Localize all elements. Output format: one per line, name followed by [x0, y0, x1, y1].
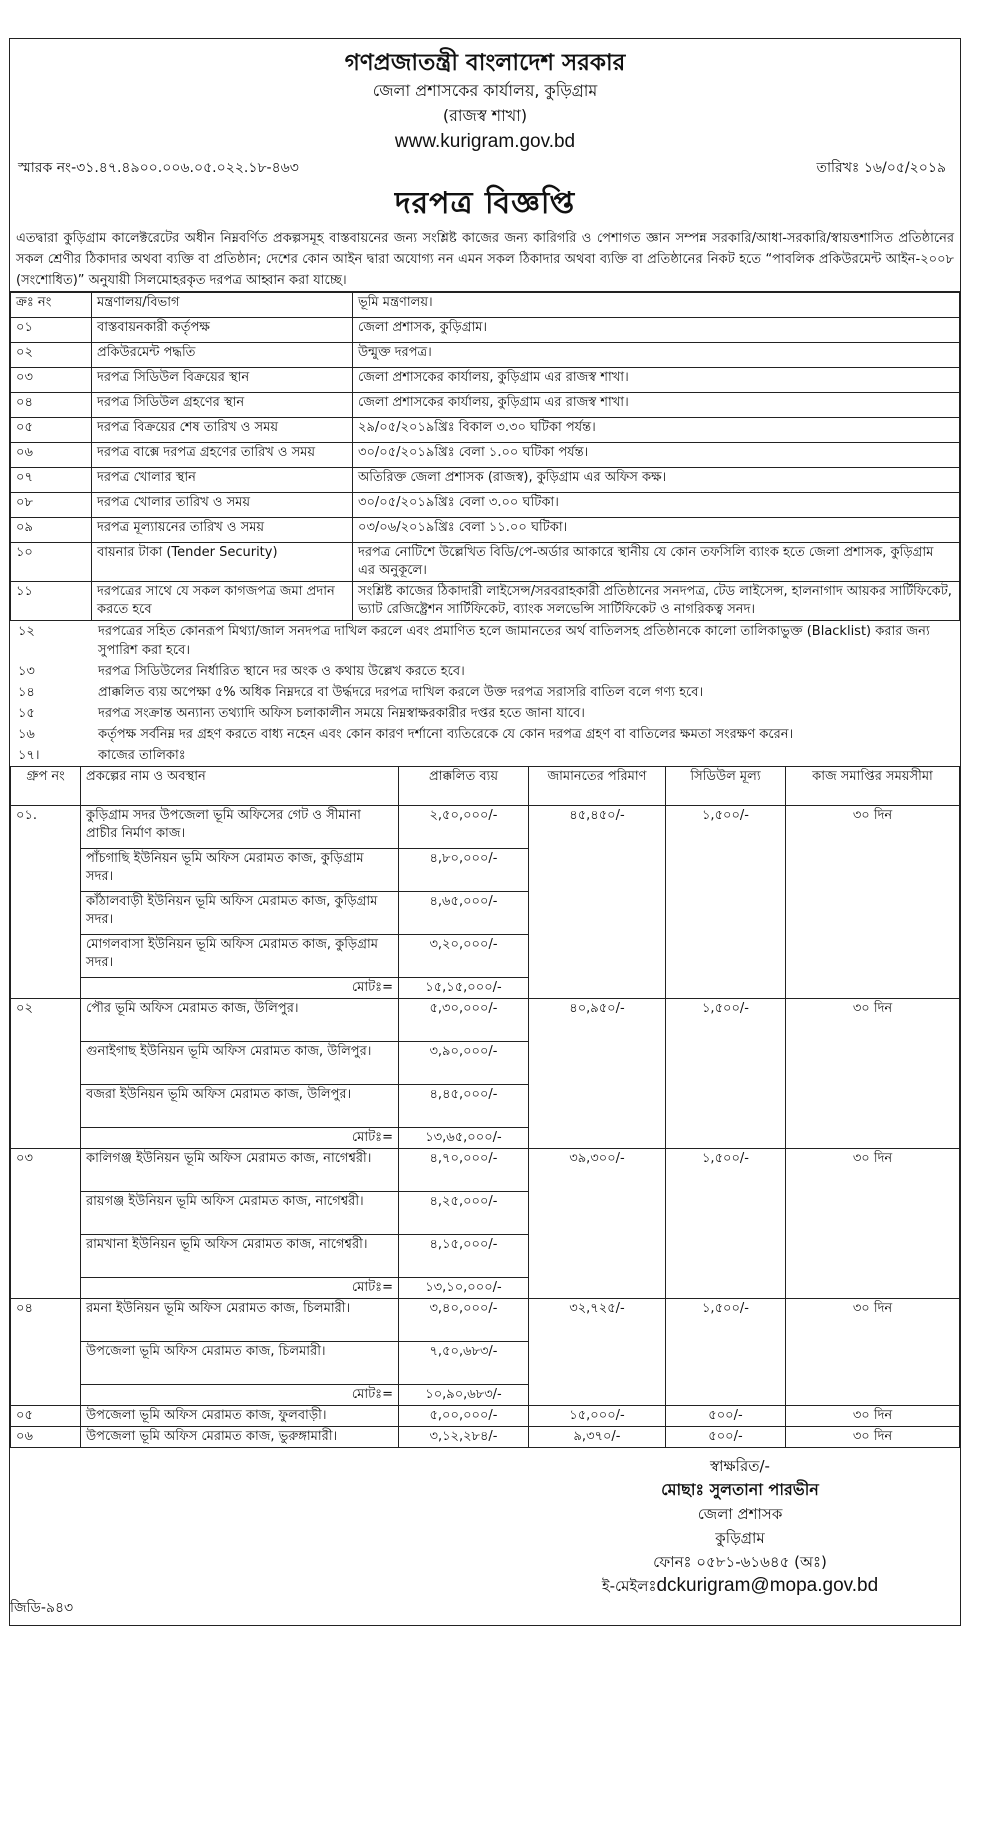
- works-table: [10, 766, 960, 1448]
- work-cost: ৪,২৫,০০০/-: [399, 1192, 529, 1235]
- info-label: দরপত্র বাক্সে দরপত্র গ্রহণের তারিখ ও সময়: [92, 443, 353, 468]
- notice-title: দরপত্র বিজ্ঞপ্তি: [394, 186, 576, 221]
- info-row: [11, 318, 960, 343]
- work-row: [11, 1149, 960, 1192]
- work-name: রায়গঞ্জ ইউনিয়ন ভূমি অফিস মেরামত কাজ, নাগেশ্বরী।: [81, 1192, 399, 1235]
- info-row: [11, 493, 960, 518]
- clause-text: প্রাক্কলিত ব্যয় অপেক্ষা ৫% অধিক নিম্নদরে বা উর্দ্ধদরে দরপত্র দাখিল করলে উক্ত দরপত্র সরাসরি বাতিল বলে গণ্য হবে।: [98, 685, 704, 700]
- clauses-list: [10, 621, 960, 766]
- group-total: ১০,৯০,৬৮৩/-: [399, 1385, 529, 1406]
- work-name: রমনা ইউনিয়ন ভূমি অফিস মেরামত কাজ, চিলমারী।: [81, 1299, 399, 1342]
- group-security: ৪০,৯৫০/-: [529, 999, 666, 1149]
- header-group: গ্রুপ নং: [11, 767, 81, 806]
- document-header: [10, 48, 960, 156]
- clause-text: দরপত্র সিডিউলের নির্ধারিত স্থানে দর অংক ও কথায় উল্লেখ করতে হবে।: [98, 664, 465, 679]
- group-security: ৩২,৭২৫/-: [529, 1299, 666, 1406]
- info-no: ১১: [11, 582, 92, 621]
- group-security: ১৫,০০০/-: [529, 1406, 666, 1427]
- info-label: দরপত্র খোলার তারিখ ও সময়: [92, 493, 353, 518]
- clause-number: ১৪: [18, 685, 35, 700]
- group-schedule: ১,৫০০/-: [666, 806, 786, 999]
- info-row: [11, 543, 960, 582]
- work-name: গুনাইগাছ ইউনিয়ন ভূমি অফিস মেরামত কাজ, উলিপুর।: [81, 1042, 399, 1085]
- work-cost: ৭,৫০,৬৮৩/-: [399, 1342, 529, 1385]
- clause-text: কর্তৃপক্ষ সর্বনিম্ন দর গ্রহণ করতে বাধ্য নহেন এবং কোন কারণ দর্শানো ব্যতিরেকে যে কোন দরপত্র গ্রহণ বা বাতিলের ক্ষমতা সংরক্ষণ করেন।: [98, 727, 794, 742]
- office-name: জেলা প্রশাসকের কার্যালয়, কুড়িগ্রাম: [372, 81, 598, 100]
- group-security: ৩৯,৩০০/-: [529, 1149, 666, 1299]
- signatory-designation: জেলা প্রশাসক: [697, 1505, 783, 1523]
- email-label: ই-মেইলঃ: [601, 1577, 657, 1595]
- info-label: দরপত্রের সাথে যে সকল কাগজপত্র জমা প্রদান করতে হবে: [92, 582, 353, 621]
- group-schedule: ৫০০/-: [666, 1406, 786, 1427]
- signatory-phone: ফোনঃ ০৫৮১-৬১৬৪৫ (অঃ): [653, 1553, 827, 1571]
- info-value: জেলা প্রশাসকের কার্যালয়, কুড়িগ্রাম এর রাজস্ব শাখা।: [353, 368, 960, 393]
- total-label: মোটঃ=: [81, 1278, 399, 1299]
- info-no: ০৩: [11, 368, 92, 393]
- email-link[interactable]: dckurigram@mopa.gov.bd: [656, 1575, 879, 1596]
- gd-number: জিডি-৯৪৩: [10, 1600, 74, 1616]
- work-name: উপজেলা ভূমি অফিস মেরামত কাজ, চিলমারী।: [81, 1342, 399, 1385]
- info-value: সংশ্লিষ্ট কাজের ঠিকাদারী লাইসেন্স/সরবরাহকারী প্রতিষ্ঠানের সনদপত্র, টেড লাইসেন্স, হালনাগাদ আয়কর সার্টিফিকেট, ভ্যাট রেজিষ্ট্রেশন সার্টিফিকেট, ব্যাংক সলভেন্সি সার্টিফিকেট ও নাগরিকত্ব সনদ।: [353, 582, 960, 621]
- work-cost: ৪,৪৫,০০০/-: [399, 1085, 529, 1128]
- work-name: কাঁঠালবাড়ী ইউনিয়ন ভূমি অফিস মেরামত কাজ, কুড়িগ্রাম সদর।: [81, 892, 399, 935]
- signed-text: স্বাক্ষরিত/-: [710, 1457, 770, 1475]
- info-value: ০৩/০৬/২০১৯খ্রিঃ বেলা ১১.০০ ঘটিকা।: [353, 518, 960, 543]
- group-total: ১৩,১০,০০০/-: [399, 1278, 529, 1299]
- group-number: ০২: [11, 999, 81, 1149]
- info-no: ০৭: [11, 468, 92, 493]
- info-no: ০৬: [11, 443, 92, 468]
- info-label: বাস্তবায়নকারী কর্তৃপক্ষ: [92, 318, 353, 343]
- work-name: কালিগঞ্জ ইউনিয়ন ভূমি অফিস মেরামত কাজ, নাগেশ্বরী।: [81, 1149, 399, 1192]
- signatory-name: মোছাঃ সুলতানা পারভীন: [661, 1480, 819, 1499]
- info-row: [11, 468, 960, 493]
- work-row: [11, 1427, 960, 1448]
- work-cost: ৪,৬৫,০০০/-: [399, 892, 529, 935]
- group-duration: ৩০ দিন: [786, 999, 960, 1149]
- clause-number: ১৩: [18, 664, 35, 679]
- info-value: ভূমি মন্ত্রণালয়।: [353, 293, 960, 318]
- work-cost: ৩,২০,০০০/-: [399, 935, 529, 978]
- header-security: জামানতের পরিমাণ: [529, 767, 666, 806]
- info-label: দরপত্র মূল্যায়নের তারিখ ও সময়: [92, 518, 353, 543]
- total-label: মোটঃ=: [81, 978, 399, 999]
- work-cost: ৪,৮০,০০০/-: [399, 849, 529, 892]
- clause-number: ১৫: [18, 706, 35, 721]
- group-security: ৪৫,৪৫০/-: [529, 806, 666, 999]
- work-cost: ৩,৪০,০০০/-: [399, 1299, 529, 1342]
- group-number: ০৪: [11, 1299, 81, 1406]
- info-no: ক্রঃ নং: [11, 293, 92, 318]
- header-schedule: সিডিউল মূল্য: [666, 767, 786, 806]
- info-no: ০৮: [11, 493, 92, 518]
- info-row: [11, 418, 960, 443]
- info-label: দরপত্র খোলার স্থান: [92, 468, 353, 493]
- group-number: ০১.: [11, 806, 81, 999]
- group-schedule: ১,৫০০/-: [666, 1149, 786, 1299]
- info-label: দরপত্র বিক্রয়ের শেষ তারিখ ও সময়: [92, 418, 353, 443]
- group-number: ০৬: [11, 1427, 81, 1448]
- signature-block: [540, 1454, 940, 1598]
- info-table: [10, 292, 960, 621]
- clause-text: দরপত্রের সহিত কোনরূপ মিথ্যা/জাল সনদপত্র দাখিল করলে এবং প্রমাণিত হলে জামানতের অর্থ বাতিলসহ প্রতিষ্ঠানকে কালো তালিকাভুক্ত (Blacklist) করার জন্য সুপারিশ করা হবে।: [98, 624, 930, 658]
- clause-item: [10, 724, 960, 745]
- group-duration: ৩০ দিন: [786, 1149, 960, 1299]
- work-cost: ২,৫০,০০০/-: [399, 806, 529, 849]
- website-link[interactable]: www.kurigram.gov.bd: [394, 131, 576, 152]
- info-label: দরপত্র সিডিউল বিক্রয়ের স্থান: [92, 368, 353, 393]
- group-security: ৯,৩৭০/-: [529, 1427, 666, 1448]
- clause-item: [10, 682, 960, 703]
- works-header-row: [11, 767, 960, 806]
- section-name: (রাজস্ব শাখা): [442, 106, 528, 125]
- clause-item: [10, 703, 960, 724]
- info-label: বায়নার টাকা (Tender Security): [92, 543, 353, 582]
- info-row: [11, 293, 960, 318]
- clause-item: [10, 745, 960, 766]
- memo-number: স্মারক নং-৩১.৪৭.৪৯০০.০০৬.০৫.০২২.১৮-৪৬৩: [18, 160, 299, 176]
- group-duration: ৩০ দিন: [786, 806, 960, 999]
- info-value: দরপত্র নোটিশে উল্লেখিত বিডি/পে-অর্ডার আকারে স্থানীয় যে কোন তফসিলি ব্যাংক হতে জেলা প্রশাসক, কুড়িগ্রাম এর অনুকূলে।: [353, 543, 960, 582]
- info-no: ০৫: [11, 418, 92, 443]
- work-cost: ৩,১২,২৮৪/-: [399, 1427, 529, 1448]
- work-name: উপজেলা ভূমি অফিস মেরামত কাজ, ফুলবাড়ী।: [81, 1406, 399, 1427]
- info-no: ০৪: [11, 393, 92, 418]
- info-no: ১০: [11, 543, 92, 582]
- work-row: [11, 999, 960, 1042]
- signatory-email-row: [540, 1574, 940, 1598]
- info-value: উন্মুক্ত দরপত্র।: [353, 343, 960, 368]
- info-value: ২৯/০৫/২০১৯খ্রিঃ বিকাল ৩.৩০ ঘটিকা পর্যন্ত।: [353, 418, 960, 443]
- group-schedule: ১,৫০০/-: [666, 999, 786, 1149]
- clause-text: দরপত্র সংক্রান্ত অন্যান্য তথ্যাদি অফিস চলাকালীন সময়ে নিম্নস্বাক্ষরকারীর দপ্তর হতে জানা যাবে।: [98, 706, 585, 721]
- memo-date: তারিখঃ ১৬/০৫/২০১৯: [816, 160, 946, 176]
- info-row: [11, 343, 960, 368]
- clause-number: ১২: [18, 624, 35, 639]
- work-row: [11, 1406, 960, 1427]
- clause-number: ১৭।: [18, 748, 40, 763]
- info-row: [11, 368, 960, 393]
- clause-item: [10, 661, 960, 682]
- signatory-place: কুড়িগ্রাম: [715, 1529, 765, 1547]
- header-cost: প্রাক্কলিত ব্যয়: [399, 767, 529, 806]
- memo-row: [10, 156, 960, 180]
- info-value: জেলা প্রশাসক, কুড়িগ্রাম।: [353, 318, 960, 343]
- group-schedule: ৫০০/-: [666, 1427, 786, 1448]
- clause-number: ১৬: [18, 727, 35, 742]
- group-duration: ৩০ দিন: [786, 1299, 960, 1406]
- group-duration: ৩০ দিন: [786, 1406, 960, 1427]
- total-label: মোটঃ=: [81, 1128, 399, 1149]
- group-number: ০৩: [11, 1149, 81, 1299]
- info-no: ০২: [11, 343, 92, 368]
- clause-text: কাজের তালিকাঃ: [98, 748, 186, 763]
- info-value: জেলা প্রশাসকের কার্যালয়, কুড়িগ্রাম এর রাজস্ব শাখা।: [353, 393, 960, 418]
- work-name: মোগলবাসা ইউনিয়ন ভূমি অফিস মেরামত কাজ, কুড়িগ্রাম সদর।: [81, 935, 399, 978]
- work-cost: ৫,৩০,০০০/-: [399, 999, 529, 1042]
- government-title: গণপ্রজাতন্ত্রী বাংলাদেশ সরকার: [344, 49, 626, 76]
- group-total: ১৩,৬৫,০০০/-: [399, 1128, 529, 1149]
- work-name: পৌর ভূমি অফিস মেরামত কাজ, উলিপুর।: [81, 999, 399, 1042]
- group-total: ১৫,১৫,০০০/-: [399, 978, 529, 999]
- info-value: ৩০/০৫/২০১৯খ্রিঃ বেলা ৩.০০ ঘটিকা।: [353, 493, 960, 518]
- info-row: [11, 443, 960, 468]
- info-row: [11, 393, 960, 418]
- intro-paragraph: এতদ্বারা কুড়িগ্রাম কালেক্টরেটের অধীন নিম্নবর্ণিত প্রকল্পসমূহ বাস্তবায়নের জন্য সংশ্লিষ্ট কাজের জন্য কারিগরি ও পেশাগত জ্ঞান সম্পন্ন সরকারি/আধা-সরকারি/স্বায়ত্তশাসিত প্রতিষ্ঠানের সকল শ্রেণীর ঠিকাদার অথবা ব্যক্তি বা প্রতিষ্ঠান; দেশের কোন আইন দ্বারা অযোগ্য নন এমন সকল ঠিকাদার অথবা ব্যক্তি বা প্রতিষ্ঠানের নিকট হতে “পাবলিক প্রকিউরমেন্ট আইন-২০০৮ (সংশোধিত)” অনুযায়ী সিলমোহরকৃত দরপত্র আহ্বান করা যাচ্ছে।: [10, 228, 960, 292]
- info-no: ০১: [11, 318, 92, 343]
- clause-item: [10, 621, 960, 661]
- work-cost: ৩,৯০,০০০/-: [399, 1042, 529, 1085]
- group-number: ০৫: [11, 1406, 81, 1427]
- work-cost: ৪,১৫,০০০/-: [399, 1235, 529, 1278]
- info-value: অতিরিক্ত জেলা প্রশাসক (রাজস্ব), কুড়িগ্রাম এর অফিস কক্ষ।: [353, 468, 960, 493]
- group-duration: ৩০ দিন: [786, 1427, 960, 1448]
- header-name: প্রকল্পের নাম ও অবস্থান: [81, 767, 399, 806]
- info-row: [11, 518, 960, 543]
- info-label: প্রকিউরমেন্ট পদ্ধতি: [92, 343, 353, 368]
- info-row: [11, 582, 960, 621]
- work-name: উপজেলা ভূমি অফিস মেরামত কাজ, ভুরুঙ্গামারী।: [81, 1427, 399, 1448]
- info-value: ৩০/০৫/২০১৯খ্রিঃ বেলা ১.০০ ঘটিকা পর্যন্ত।: [353, 443, 960, 468]
- total-label: মোটঃ=: [81, 1385, 399, 1406]
- work-row: [11, 1299, 960, 1342]
- work-cost: ৪,৭০,০০০/-: [399, 1149, 529, 1192]
- work-name: বজরা ইউনিয়ন ভূমি অফিস মেরামত কাজ, উলিপুর।: [81, 1085, 399, 1128]
- work-name: পাঁচগাছি ইউনিয়ন ভূমি অফিস মেরামত কাজ, কুড়িগ্রাম সদর।: [81, 849, 399, 892]
- work-name: কুড়িগ্রাম সদর উপজেলা ভূমি অফিসের গেট ও সীমানা প্রাচীর নির্মাণ কাজ।: [81, 806, 399, 849]
- group-schedule: ১,৫০০/-: [666, 1299, 786, 1406]
- info-label: মন্ত্রণালয়/বিভাগ: [92, 293, 353, 318]
- info-no: ০৯: [11, 518, 92, 543]
- info-label: দরপত্র সিডিউল গ্রহণের স্থান: [92, 393, 353, 418]
- tender-notice-document: [9, 38, 961, 1626]
- header-duration: কাজ সমাপ্তির সময়সীমা: [786, 767, 960, 806]
- work-row: [11, 806, 960, 849]
- work-name: রামখানা ইউনিয়ন ভূমি অফিস মেরামত কাজ, নাগেশ্বরী।: [81, 1235, 399, 1278]
- work-cost: ৫,০০,০০০/-: [399, 1406, 529, 1427]
